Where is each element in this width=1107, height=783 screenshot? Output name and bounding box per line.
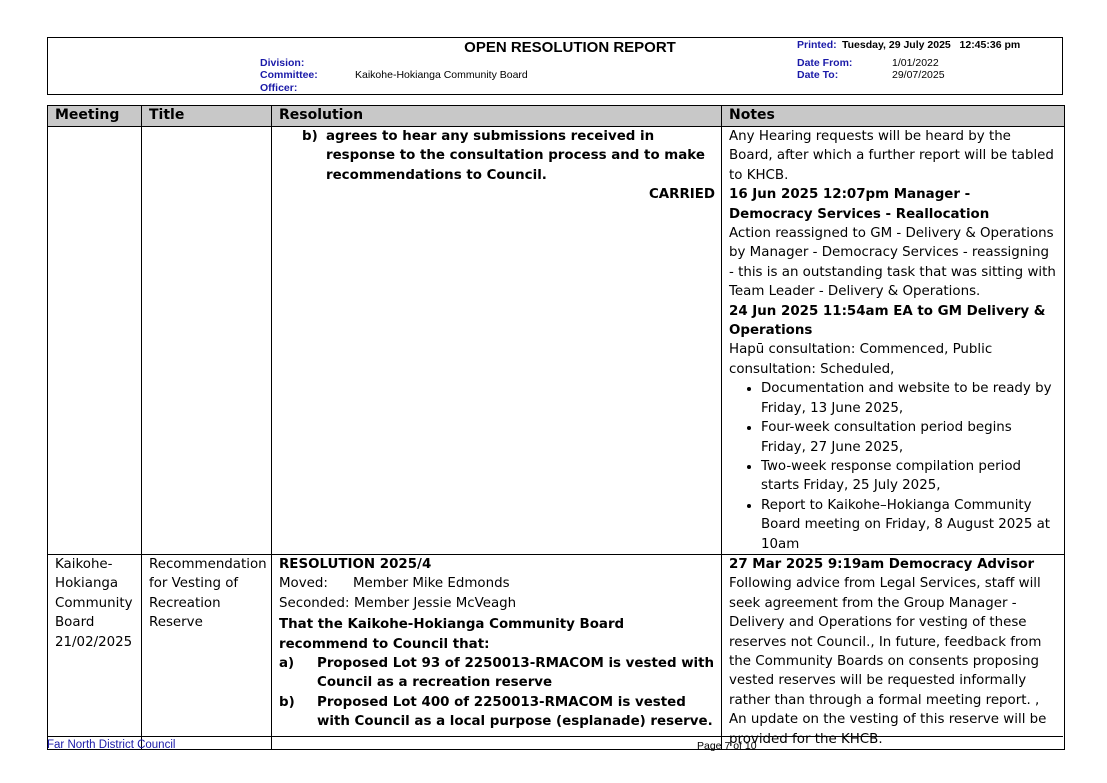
resolution-cell	[272, 127, 722, 555]
title-cell	[142, 127, 272, 555]
list-item: • Four-week consultation period begins Friday, 27 June 2025,	[761, 418, 1058, 457]
list-item: • Two-week response compilation period starts Friday, 25 July 2025,	[761, 457, 1058, 496]
seconded-value: Member Jessie McVeagh	[354, 595, 517, 611]
committee-label: Committee:	[260, 69, 318, 81]
resolution-heading: RESOLUTION 2025/4	[279, 556, 432, 572]
notes-intro: Any Hearing requests will be heard by the Board, after which a further report will be tabled to KHCB.	[729, 129, 1054, 183]
item-text: agrees to hear any submissions received in response to the consultation process and to make recommendations to Council.	[326, 129, 705, 183]
column-header-resolution: Resolution	[272, 106, 722, 127]
date-from-value: 1/01/2022	[892, 57, 939, 69]
item-text: Proposed Lot 93 of 2250013-RMACOM is vested with Council as a recreation reserve	[317, 655, 715, 691]
resolution-intro: That the Kaikohe-Hokianga Community Board recommend to Council that:	[279, 617, 625, 652]
notes-cell	[722, 127, 1065, 555]
column-header-title: Title	[142, 106, 272, 127]
meeting-cell: Kaikohe-Hokianga Community Board 21/02/2025	[48, 554, 142, 749]
footer-organisation: Far North District Council	[47, 739, 176, 751]
table-header-row	[48, 106, 1065, 127]
printed-label: Printed:	[797, 39, 837, 51]
moved-value: Member Mike Edmonds	[353, 576, 510, 592]
footer-divider	[47, 736, 1063, 737]
resolution-table	[47, 105, 1065, 750]
officer-label: Officer:	[260, 82, 298, 94]
date-from-label: Date From:	[797, 57, 853, 69]
carried-label: CARRIED	[648, 187, 715, 203]
item-label: b)	[302, 129, 318, 144]
note-heading: 16 Jun 2025 12:07pm Manager - Democracy Services - Reallocation	[729, 187, 990, 222]
resolution-item-b	[279, 127, 715, 185]
report-title: OPEN RESOLUTION REPORT	[464, 39, 676, 56]
note-heading: 24 Jun 2025 11:54am EA to GM Delivery & Operations	[729, 303, 1046, 339]
date-to-label: Date To:	[797, 69, 839, 81]
note-text: Following advice from Legal Services, staff will seek agreement from the Group Manager - Delivery and Operations for vesting of these reserves not Council., In future, feedback from the Community Boards on consents proposing vested reserves will be requested informally rather than through a formal meeting report. , An update on the vesting of this reserve will be provided for the KHCB.	[729, 576, 1047, 747]
item-text: Proposed Lot 400 of 2250013-RMACOM is vested with Council as a local purpose (esplanade) reserve.	[317, 694, 713, 730]
title-cell: Recommendation for Vesting of Recreation Reserve	[142, 554, 272, 749]
committee-value: Kaikohe-Hokianga Community Board	[355, 69, 528, 81]
item-label: b)	[279, 694, 295, 710]
moved-label: Moved:	[279, 576, 328, 592]
list-item: • Documentation and website to be ready by Friday, 13 June 2025,	[761, 379, 1058, 418]
note-text: Action reassigned to GM - Delivery & Operations by Manager - Democracy Services - reassigning - this is an outstanding task that was sitting with Team Leader - Delivery & Operations.	[729, 226, 1056, 300]
printed-value: Tuesday, 29 July 2025 12:45:36 pm	[842, 39, 1021, 51]
meeting-cell	[48, 127, 142, 555]
seconded-label: Seconded:	[279, 595, 350, 611]
note-heading: 27 Mar 2025 9:19am Democracy Advisor	[729, 556, 1035, 572]
resolution-item-b	[279, 693, 715, 732]
resolution-cell	[272, 554, 722, 749]
consultation-bullet-list	[729, 379, 1058, 554]
notes-cell	[722, 554, 1065, 749]
division-label: Division:	[260, 57, 305, 69]
column-header-meeting: Meeting	[48, 106, 142, 127]
table-row	[48, 127, 1065, 555]
list-item: • Report to Kaikohe–Hokianga Community Board meeting on Friday, 8 August 2025 at 10am	[761, 496, 1058, 554]
page-number: Page 7 of 10	[697, 740, 757, 752]
note-text: Hapū consultation: Commenced, Public consultation: Scheduled,	[729, 342, 993, 377]
column-header-notes: Notes	[722, 106, 1065, 127]
item-label: a)	[279, 655, 295, 671]
moved-line	[279, 574, 715, 593]
resolution-item-a	[279, 654, 715, 693]
table-row	[48, 554, 1065, 749]
seconded-line	[279, 594, 715, 613]
date-to-value: 29/07/2025	[892, 69, 945, 81]
